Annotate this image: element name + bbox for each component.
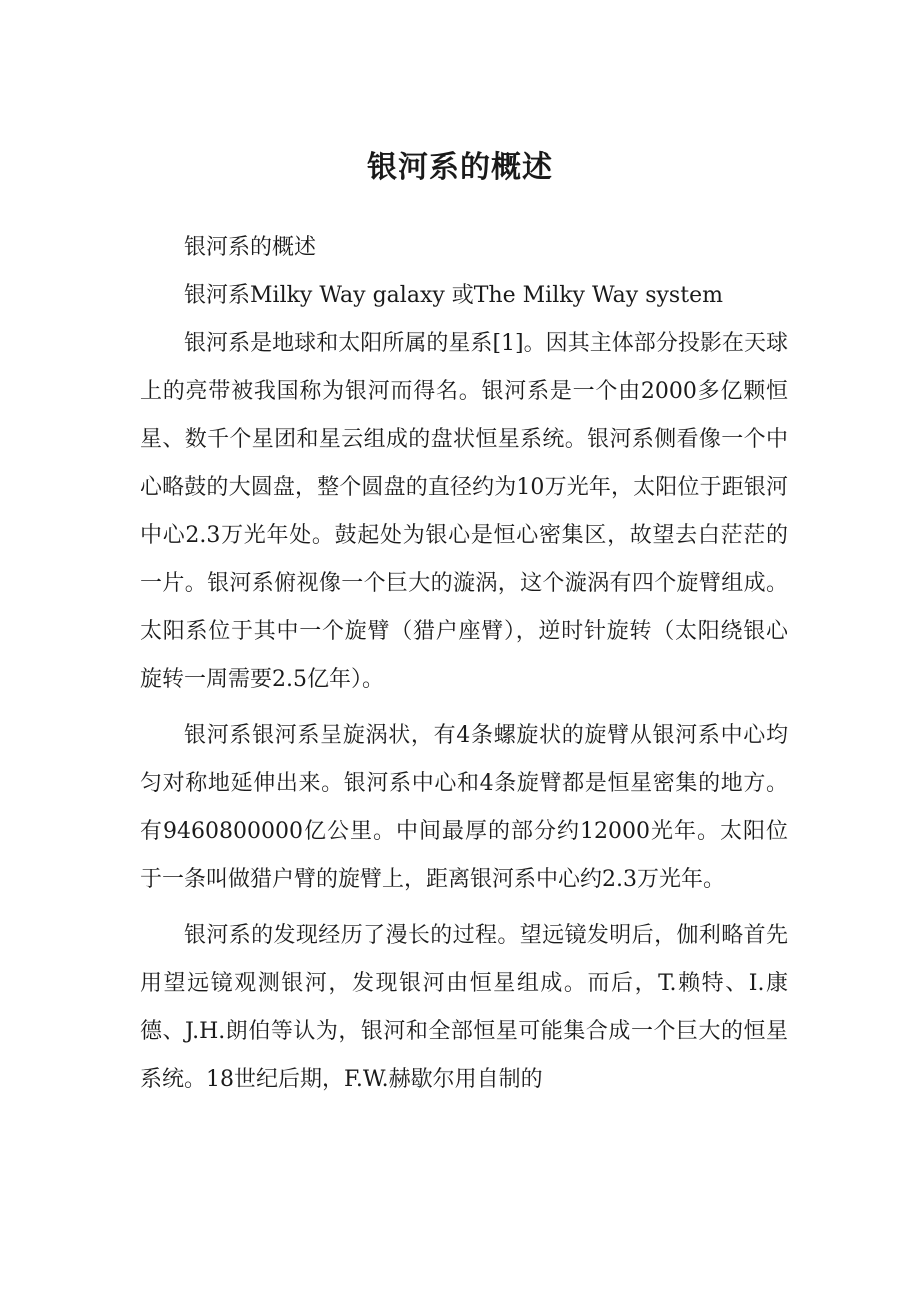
document-title: 银河系的概述: [367, 150, 553, 185]
paragraph-structure: 银河系银河系呈旋涡状，有4条螺旋状的旋臂从银河系中心均匀对称地延伸出来。银河系中心和4条旋臂都是恒星密集的地方。有9460800000亿公里。中间最厚的部分约12000光年。太阳位于一条叫做猎户臂的旋臂上，距离银河系中心约2.3万光年。: [140, 723, 788, 892]
paragraph-subtitle: 银河系的概述: [184, 235, 317, 260]
document-body: [140, 224, 788, 1104]
paragraph-intro: 银河系是地球和太阳所属的星系[1]。因其主体部分投影在天球上的亮带被我国称为银河而得名。银河系是一个由2000多亿颗恒星、数千个星团和星云组成的盘状恒星系统。银河系侧看像一个中心略鼓的大圆盘，整个圆盘的直径约为10万光年，太阳位于距银河中心2.3万光年处。鼓起处为银心是恒心密集区，故望去白茫茫的一片。银河系俯视像一个巨大的漩涡，这个漩涡有四个旋臂组成。太阳系位于其中一个旋臂（猎户座臂），逆时针旋转（太阳绕银心旋转一周需要2.5亿年）。: [140, 331, 788, 692]
paragraph-discovery: 银河系的发现经历了漫长的过程。望远镜发明后，伽利略首先用望远镜观测银河，发现银河由恒星组成。而后，T.赖特、I.康德、J.H.朗伯等认为，银河和全部恒星可能集合成一个巨大的恒星系统。18世纪后期，F.W.赫歇尔用自制的: [140, 923, 788, 1092]
paragraph-english-name: 银河系Milky Way galaxy 或The Milky Way system: [184, 283, 723, 308]
